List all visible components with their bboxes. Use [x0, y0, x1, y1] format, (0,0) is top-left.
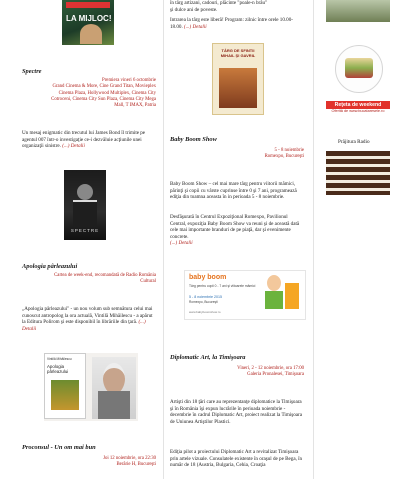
- fair-poster-title: TÂRG DE SFINTII MIHAIL ŞI GAVRIL: [220, 48, 256, 58]
- event-title-proconsul[interactable]: Proconsul - Un om mai bun: [22, 444, 96, 451]
- details-link[interactable]: (...) Detalii: [184, 23, 207, 30]
- fair-poster-image[interactable]: [212, 43, 264, 115]
- recipe-badge-sub: Oferită de www.bucataresele.ro: [331, 109, 385, 113]
- magazine-cover-image[interactable]: [62, 0, 114, 45]
- book-author: Vintilă Mihăilescu: [47, 357, 72, 361]
- meta-line: Romexpo, Bucureşti: [264, 154, 304, 160]
- banner-tagline: Târg pentru copii 0 - 7 ani şi viitoarele mămici: [189, 284, 256, 288]
- meta-line: Grand Cinema & More, Cine Grand Titan, Movieplex: [52, 84, 156, 90]
- details-link[interactable]: (...) Detalii: [170, 240, 193, 246]
- meta-line: Cultural: [140, 279, 156, 285]
- apologia-book-image[interactable]: [44, 353, 138, 421]
- description-text: Desfăşurată în Centrul Expoziţional Romexpo, Pavilionul Central, expoziţia Baby Boom Show va reuni şi de această dată cele mai importante branduri de pe piaţă, dar şi evenimente concrete.: [170, 214, 300, 240]
- event-meta-spectre: [22, 78, 156, 109]
- event-meta-baby-boom: [170, 148, 304, 161]
- cover-headline: LA MIJLOC!: [66, 14, 112, 23]
- event-description-spectre: [22, 130, 156, 150]
- banner-url: www.babyboomshow.ro: [189, 310, 221, 314]
- meta-line: Vineri, 2 - 12 noiembrie, ora 17:00: [237, 366, 304, 371]
- banner-dates: 5 - 8 noiembrie 2015: [189, 295, 222, 299]
- event-meta-proconsul: [22, 456, 156, 469]
- recipe-name[interactable]: Prăjitura Radio: [338, 139, 370, 145]
- banner-logo: baby boom: [189, 274, 227, 281]
- diplomatic-paragraph-1: Artişti din 18 ţări care au reprezentanţe diplomatice la Timişoara şi în România îşi expun lucrările în perioada noiembrie - decembrie în cadrul Diplomatic Art, proiect realizat la Timişoara de Uniunea Artiştilor Plastici.: [170, 399, 302, 425]
- details-link[interactable]: (...) Detalii: [62, 143, 85, 149]
- baby-boom-paragraph-2: [170, 214, 304, 247]
- event-meta-apologia: [22, 273, 156, 286]
- meta-line: Cartea de week-end, recomandată de Radio România: [54, 273, 156, 278]
- meta-line: Cinema Plaza, Hollywood Multiplex, Cinema City: [58, 90, 156, 96]
- diplomatic-paragraph-2: Ediţia pilot a proiectului Diplomatic Art a revitalizat Timişoara prin artele vizuale. Consulatele existente în oraşul de pe Bega, în număr de 18 (Austria, Bulgaria, Cehia, Croaţia: [170, 449, 303, 468]
- fair-access: [170, 17, 304, 30]
- spectre-poster-image[interactable]: [64, 170, 106, 240]
- details-link[interactable]: (...) Detalii: [22, 319, 146, 332]
- meta-line: Joi 12 noiembrie, ora 22:30: [103, 456, 156, 461]
- recipe-badge-label: Reţeta de weekend: [326, 101, 390, 109]
- recipe-weekend-badge[interactable]: [326, 101, 390, 125]
- meta-line: Cotroceni, Cinema City Sun Plaza, Cinema City Mega: [51, 96, 156, 102]
- baby-boom-paragraph-1: Baby Boom Show – cel mai mare târg pentru viitorii mămici, părinţi şi copii cu vârste cuprinse între 0 şi 7 ani, programează ediţia din toamna aceasta în in perioada 5 - 8 noiembrie.: [170, 181, 297, 200]
- meta-line: Mall, T IMAX, Patria: [114, 103, 156, 109]
- author-portrait: [92, 357, 136, 419]
- event-title-spectre[interactable]: Spectre: [22, 68, 42, 75]
- sidebar-photo[interactable]: [326, 0, 390, 22]
- event-title-baby-boom[interactable]: Baby Boom Show: [170, 136, 217, 143]
- banner-place: Romexpo, Bucureşti: [189, 300, 218, 304]
- meta-line: 5 - 8 noiembrie: [274, 148, 304, 153]
- recipe-cake-image[interactable]: [326, 151, 390, 195]
- event-description-apologia: [22, 306, 156, 332]
- intro-line: în târg artizani, cadouri, plăcinte "poale-n brâu": [170, 0, 268, 6]
- baby-boom-banner-image[interactable]: [184, 270, 306, 320]
- access-text: Intrarea la târg este liberă! Program: zilnic între orele 10.00-18.00.: [170, 17, 293, 30]
- event-meta-diplomatic-art: [170, 366, 304, 379]
- poster-title: SPECTRE: [70, 228, 100, 233]
- meta-line: Premiera vineri 6 octombrie: [102, 78, 156, 83]
- intro-line: şi dulce ani de poveste.: [170, 6, 218, 13]
- description-text: „Apologia pârleazului" - un nou volum sub semnătura celui mai cunoscut antropolog la ora actuală, Vintilă Mihăilescu - a apărut la Editura Polirom şi este disponibil în librăriile din ţară.: [22, 306, 153, 325]
- event-title-apologia[interactable]: Apologia pârleazului: [22, 263, 78, 270]
- book-title: Apologia pârleazului: [47, 364, 69, 374]
- description-text: Un mesaj enigmatic din trecutul lui James Bond îl trimite pe agentul 007 într-o investigaţie ce-i dezvăluie acţiunile unei organizaţii sinistre.: [22, 130, 146, 149]
- event-title-diplomatic-art[interactable]: Diplomatic Art, la Timişoara: [170, 354, 246, 361]
- meta-line: Galeria Pronalesei, Timişoara: [247, 372, 304, 378]
- recipe-dish-image[interactable]: [335, 45, 383, 93]
- fair-intro: [170, 0, 304, 13]
- meta-line: Berărie H, Bucureşti: [116, 462, 156, 468]
- column-divider: [163, 0, 164, 479]
- column-divider: [313, 0, 314, 479]
